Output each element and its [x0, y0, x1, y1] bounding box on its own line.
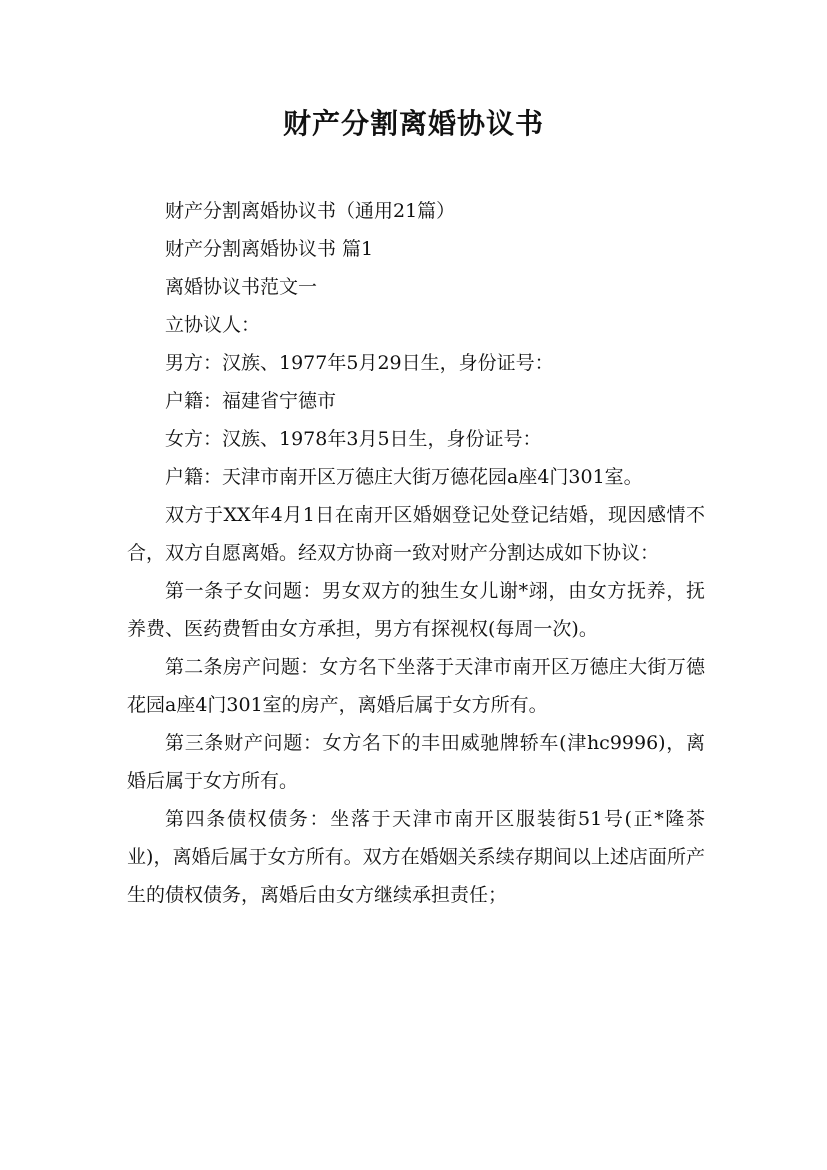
paragraph-husband-info: 男方：汉族、1977年5月29日生，身份证号： [165, 352, 554, 374]
paragraph-collection-title: 财产分割离婚协议书（通用21篇） [165, 200, 456, 222]
paragraph-wife-info: 女方：汉族、1978年3月5日生，身份证号： [165, 428, 542, 450]
paragraph-article-1-children: 第一条子女问题：男女双方的独生女儿谢*翊，由女方抚养，抚养费、医药费暂由女方承担，男方有探视权(每周一次)。 [127, 580, 705, 640]
paragraph-article-2-property: 第二条房产问题：女方名下坐落于天津市南开区万德庄大街万德花园a座4门301室的房产，离婚后属于女方所有。 [127, 656, 705, 716]
paragraph-section-heading: 财产分割离婚协议书 篇1 [165, 238, 374, 260]
paragraph-article-4-debts: 第四条债权债务：坐落于天津市南开区服装街51号(正*隆茶业)，离婚后属于女方所有。双方在婚姻关系续存期间以上述店面所产生的债权债务，离婚后由女方继续承担责任； [127, 808, 705, 906]
paragraph-parties-label: 立协议人： [165, 314, 261, 336]
document-body [127, 192, 705, 914]
document-title: 财产分割离婚协议书 [282, 107, 544, 140]
paragraph-article-3-assets: 第三条财产问题：女方名下的丰田威驰牌轿车(津hc9996)，离婚后属于女方所有。 [127, 732, 705, 792]
paragraph-marriage-background: 双方于XX年4月1日在南开区婚姻登记处登记结婚，现因感情不合，双方自愿离婚。经双方协商一致对财产分割达成如下协议： [127, 504, 705, 564]
paragraph-sample-heading: 离婚协议书范文一 [165, 276, 318, 298]
paragraph-wife-residence: 户籍：天津市南开区万德庄大街万德花园a座4门301室。 [165, 466, 643, 488]
paragraph-husband-residence: 户籍：福建省宁德市 [165, 390, 337, 412]
